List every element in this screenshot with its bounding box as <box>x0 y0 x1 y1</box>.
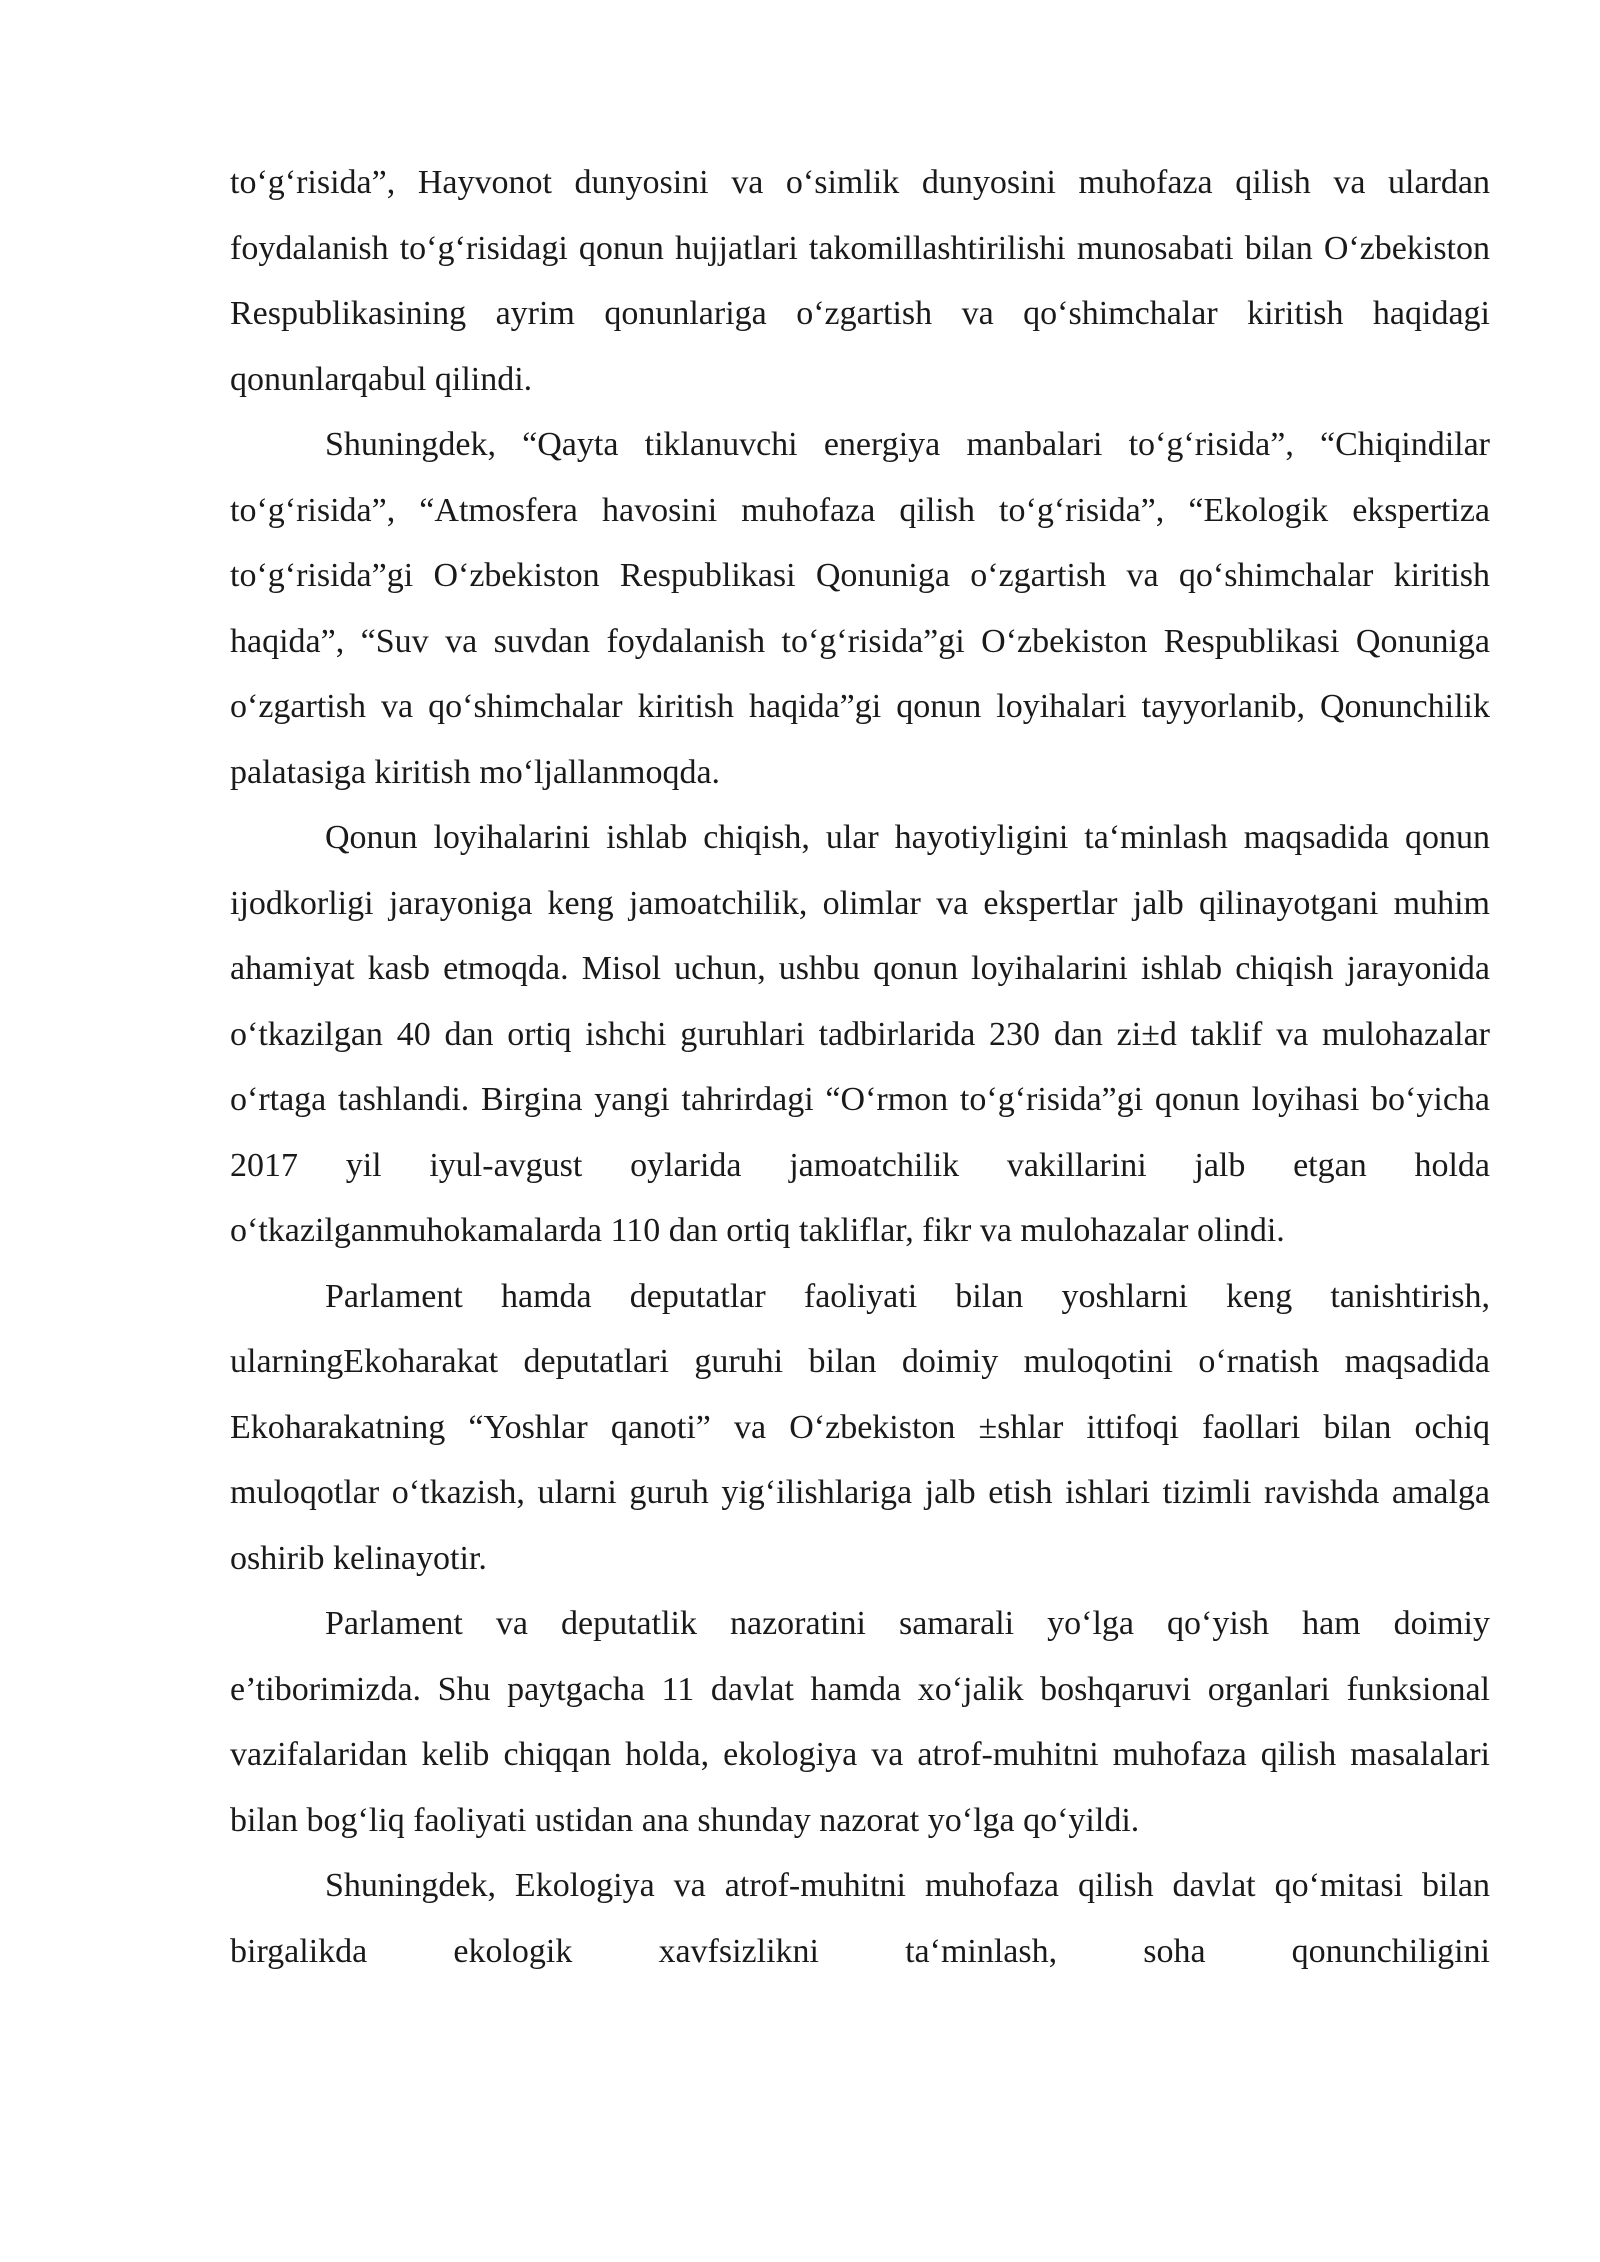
paragraph-new-draft-laws: Shuningdek, “Qayta tiklanuvchi energiya manbalari to‘g‘risida”, “Chiqindilar to‘g‘risida”, “Atmosfera havosini muhofaza qilish to‘g‘risida”, “Ekologik ekspertiza to‘g‘risida”gi O‘zbekiston Respublikasi Qonuniga o‘zgartish va qo‘shimchalar kiritish haqida”, “Suv va suvdan foydalanish to‘g‘risida”gi O‘zbekiston Respublikasi Qonuniga o‘zgartish va qo‘shimchalar kiritish haqida”gi qonun loyihalari tayyorlanib, Qonunchilik palatasiga kiritish mo‘ljallanmoqda. <box>230 426 1490 791</box>
paragraph-parliamentary-control: Parlament va deputatlik nazoratini samarali yo‘lga qo‘yish ham doimiy e’tiborimizda. Shu paytgacha 11 davlat hamda xo‘jalik boshqaruvi organlari funksional vazifalaridan kelib chiqqan holda, ekologiya va atrof-muhitni muhofaza qilish masalalari bilan bog‘liq faoliyati ustidan ana shunday nazorat yo‘lga qo‘yildi. <box>230 1605 1490 1839</box>
paragraph-youth-engagement: Parlament hamda deputatlar faoliyati bilan yoshlarni keng tanishtirish, ularningEkoharakat deputatlari guruhi bilan doimiy muloqotini o‘rnatish maqsadida Ekoharakatning “Yoshlar qanoti” va O‘zbekiston ±shlar ittifoqi faollari bilan ochiq muloqotlar o‘tkazish, ularni guruh yig‘ilishlariga jalb etish ishlari tizimli ravishda amalga oshirib kelinayotir. <box>230 1277 1490 1577</box>
paragraph-continuation: to‘g‘risida”, Hayvonot dunyosini va o‘simlik dunyosini muhofaza qilish va ulardan foydalanish to‘g‘risidagi qonun hujjatlari takomillashtirilishi munosabati bilan O‘zbekiston Respublikasining ayrim qonunlariga o‘zgartish va qo‘shimchalar kiritish haqidagi qonunlarqabul qilindi. <box>230 164 1490 398</box>
paragraph-ecology-committee: Shuningdek, Ekologiya va atrof-muhitni muhofaza qilish davlat qo‘mitasi bilan birgalikda ekologik xavfsizlikni ta‘minlash, soha qonunchiligini <box>230 1867 1490 1970</box>
paragraph-public-involvement: Qonun loyihalarini ishlab chiqish, ular hayotiyligini ta‘minlash maqsadida qonun ijodkorligi jarayoniga keng jamoatchilik, olimlar va ekspertlar jalb qilinayotgani muhim ahamiyat kasb etmoqda. Misol uchun, ushbu qonun loyihalarini ishlab chiqish jarayonida o‘tkazilgan 40 dan ortiq ishchi guruhlari tadbirlarida 230 dan zi±d taklif va mulohazalar o‘rtaga tashlandi. Birgina yangi tahrirdagi “O‘rmon to‘g‘risida”gi qonun loyihasi bo‘yicha 2017 yil iyul-avgust oylarida jamoatchilik vakillarini jalb etgan holda o‘tkazilganmuhokamalarda 110 dan ortiq takliflar, fikr va mulohazalar olindi. <box>230 819 1490 1249</box>
document-body <box>230 150 1490 1984</box>
